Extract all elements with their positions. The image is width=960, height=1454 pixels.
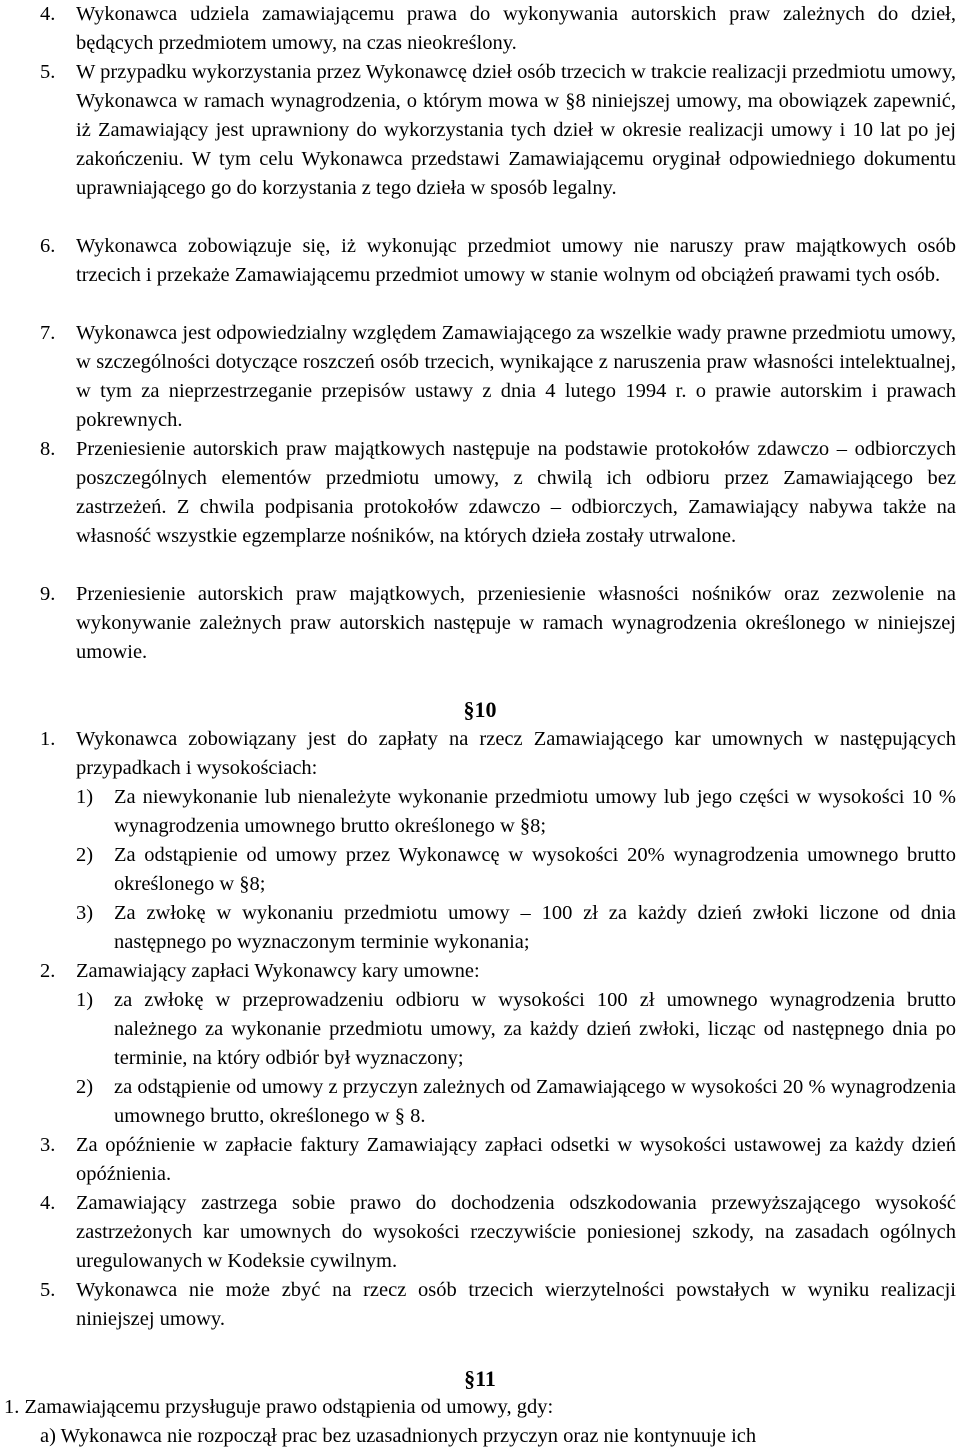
clause-number: 5.	[40, 1279, 56, 1301]
penalty-clause-4	[0, 1189, 956, 1276]
subclause-number: 2)	[76, 844, 94, 866]
clause-text: Wykonawca zobowiązuje się, iż wykonując przedmiot umowy nie naruszy praw majątkowych osób trzecich i przekaże Zamawiającemu przedmiot umowy w stanie wolnym od obciążeń prawami tych osób.	[76, 235, 956, 286]
clause-text: Za opóźnienie w zapłacie faktury Zamawiający zapłaci odsetki w wysokości ustawowej za każdy dzień opóźnienia.	[76, 1134, 956, 1185]
penalty-subclause-3	[0, 899, 956, 957]
section-number: 10	[474, 697, 497, 722]
clause-text: Wykonawca nie może zbyć na rzecz osób trzecich wierzytelności powstałych w wyniku realizacji niniejszej umowy.	[76, 1279, 956, 1330]
withdrawal-clause-1: 1. Zamawiającemu przysługuje prawo odstąpienia od umowy, gdy:	[4, 1396, 554, 1418]
penalty-clause-3	[0, 1131, 956, 1189]
subclause-number: 1)	[76, 989, 94, 1011]
penalty-subclause-2-1	[0, 986, 956, 1073]
clause-number: 1.	[40, 728, 56, 750]
penalty-clause-1	[0, 725, 956, 783]
clause-text: Zamawiający zapłaci Wykonawcy kary umowne:	[76, 960, 480, 982]
clause-number: 4.	[40, 1192, 56, 1214]
clause-text: Przeniesienie autorskich praw majątkowych następuje na podstawie protokołów zdawczo – odbiorczych poszczególnych elementów przedmiotu umowy, z chwilą ich odbioru przez Zamawiającego bez zastrzeżeń. Z chwila podpisania protokołów zdawczo – odbiorczych, Zamawiający nabywa także na własność wszystkie egzemplarze nośników, na których dzieła zostały utrwalone.	[76, 438, 956, 547]
clause-9	[0, 580, 956, 667]
clause-number: 9.	[40, 583, 56, 605]
clause-8	[0, 435, 956, 551]
section-number: 11	[475, 1366, 496, 1391]
subclause-text: za zwłokę w przeprowadzeniu odbioru w wysokości 100 zł umownego wynagrodzenia brutto należnego za wykonanie przedmiotu umowy, za każdy dzień zwłoki, licząc od następnego dnia po terminie, na który odbiór był wyznaczony;	[114, 989, 956, 1069]
subclause-text: Za odstąpienie od umowy przez Wykonawcę w wysokości 20% wynagrodzenia umownego brutto określonego w §8;	[114, 844, 956, 895]
clause-5	[0, 58, 956, 203]
withdrawal-clause-a: a) Wykonawca nie rozpoczął prac bez uzasadnionych przyczyn oraz nie kontynuuje ich	[40, 1425, 757, 1447]
clause-7	[0, 319, 956, 435]
clause-text: Wykonawca zobowiązany jest do zapłaty na rzecz Zamawiającego kar umownych w następujących przypadkach i wysokościach:	[76, 728, 956, 779]
clause-text: Przeniesienie autorskich praw majątkowych, przeniesienie własności nośników oraz zezwolenie na wykonywanie zależnych praw autorskich następuje w ramach wynagrodzenia określonego w niniejszej umowie.	[76, 583, 956, 663]
clause-number: 4.	[40, 3, 56, 25]
clause-6	[0, 232, 956, 290]
subclause-number: 1)	[76, 786, 94, 808]
penalty-clause-5	[0, 1276, 956, 1334]
penalty-subclause-2	[0, 841, 956, 899]
clause-number: 2.	[40, 960, 56, 982]
clause-text: Wykonawca jest odpowiedzialny względem Zamawiającego za wszelkie wady prawne przedmiotu umowy, w szczególności dotyczące roszczeń osób trzecich, wynikające z naruszenia praw własności intelektualnej, w tym za nieprzestrzeganie przepisów ustawy z dnia 4 lutego 1994 r. o prawie autorskim i prawach pokrewnych.	[76, 322, 956, 431]
section-sign: §	[463, 697, 475, 722]
clause-number: 8.	[40, 438, 56, 460]
clause-text: W przypadku wykorzystania przez Wykonawcę dzieł osób trzecich w trakcie realizacji przedmiotu umowy, Wykonawca w ramach wynagrodzenia, o którym mowa w §8 niniejszej umowy, ma obowiązek zapewnić, iż Zamawiający jest uprawniony do wykorzystania tych dzieł w okresie realizacji umowy i 10 lat po jej zakończeniu. W tym celu Wykonawca przedstawi Zamawiającemu oryginał odpowiedniego dokumentu uprawniającego go do korzystania z tego dzieła w sposób legalny.	[76, 61, 956, 199]
clause-number: 6.	[40, 235, 56, 257]
subclause-text: Za niewykonanie lub nienależyte wykonanie przedmiotu umowy lub jego części w wysokości 10 % wynagrodzenia umownego brutto określonego w §8;	[114, 786, 956, 837]
clause-number: 3.	[40, 1134, 56, 1156]
penalty-clause-2	[0, 957, 956, 986]
section-sign: §	[464, 1366, 476, 1391]
penalty-subclause-1	[0, 783, 956, 841]
section-heading-10	[0, 695, 960, 724]
penalty-subclause-2-2	[0, 1073, 956, 1131]
clause-text: Zamawiający zastrzega sobie prawo do dochodzenia odszkodowania przewyższającego wysokość zastrzeżonych kar umownych do wysokości rzeczywiście poniesionej szkody, na zasadach ogólnych uregulowanych w Kodeksie cywilnym.	[76, 1192, 956, 1272]
section-heading-11	[0, 1364, 960, 1393]
clause-number: 5.	[40, 61, 56, 83]
subclause-text: za odstąpienie od umowy z przyczyn zależnych od Zamawiającego w wysokości 20 % wynagrodzenia umownego brutto, określonego w § 8.	[114, 1076, 956, 1127]
subclause-text: Za zwłokę w wykonaniu przedmiotu umowy – 100 zł za każdy dzień zwłoki liczone od dnia następnego po wyznaczonym terminie wykonania;	[114, 902, 956, 953]
clause-number: 7.	[40, 322, 56, 344]
clause-4	[0, 0, 956, 58]
subclause-number: 2)	[76, 1076, 94, 1098]
subclause-number: 3)	[76, 902, 94, 924]
clause-text: Wykonawca udziela zamawiającemu prawa do wykonywania autorskich praw zależnych do dzieł, będących przedmiotem umowy, na czas nieokreślony.	[76, 3, 956, 54]
